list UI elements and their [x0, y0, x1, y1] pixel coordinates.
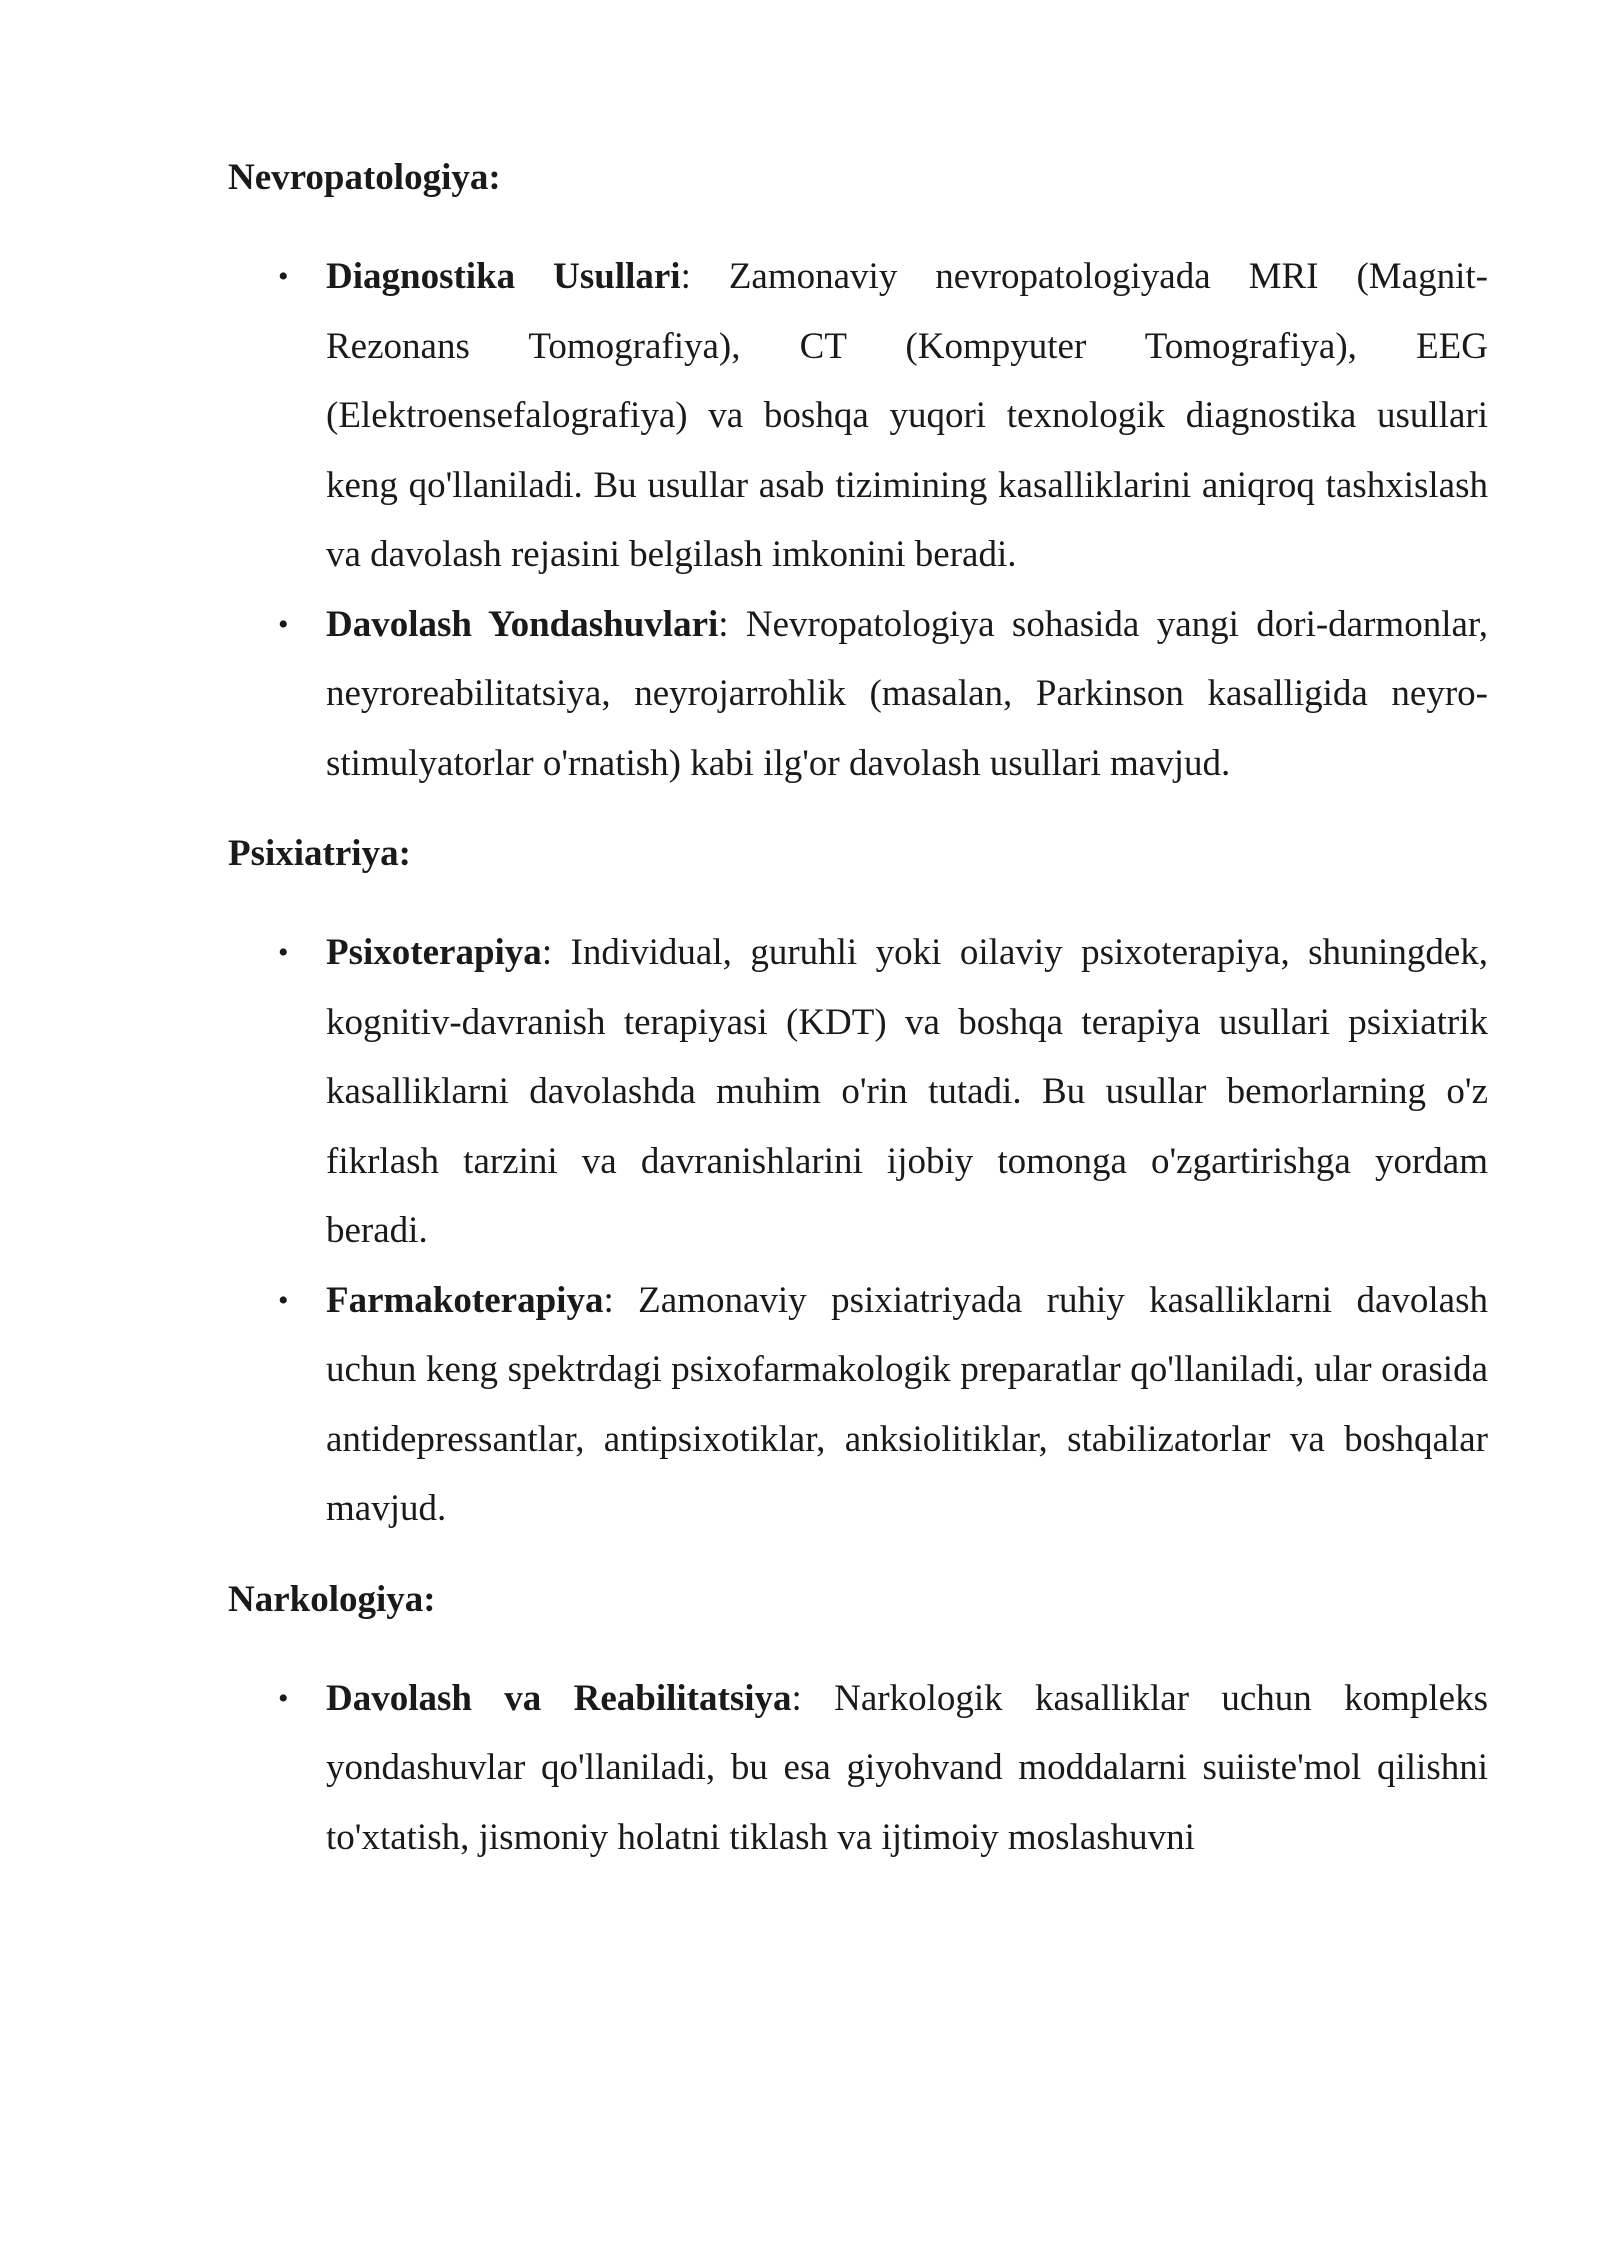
- item-term: Davolash va Reabilitatsiya: [326, 1677, 792, 1719]
- list-item: [228, 590, 1488, 799]
- section-psixiatriya: [228, 826, 1488, 1544]
- section-heading: Psixiatriya:: [228, 833, 411, 874]
- item-term: Davolash Yondashuvlari: [326, 603, 719, 645]
- item-term: Diagnostika Usullari: [326, 256, 681, 297]
- bullet-icon: •: [278, 607, 289, 641]
- bullet-icon: •: [278, 1283, 289, 1317]
- item-text: : Narkologik kasalliklar uchun kompleks yondashuvlar qo'llaniladi, bu esa giyohvand moddalarni suiiste'mol qilishni to'xtatish, jismoniy holatni tiklash va ijtimoiy moslashuvni: [326, 1677, 1488, 1858]
- item-term: Farmakoterapiya: [326, 1279, 604, 1321]
- bullet-list: [228, 918, 1488, 1544]
- bullet-icon: •: [278, 1681, 289, 1715]
- bullet-list: [228, 1664, 1488, 1873]
- list-item: [228, 242, 1488, 590]
- bullet-icon: •: [278, 936, 289, 969]
- item-text: : Zamonaviy psixiatriyada ruhiy kasalliklarni davolash uchun keng spektrdagi psixofarmakologik preparatlar qo'llaniladi, ular orasida antidepressantlar, antipsixotiklar, anksiolitiklar, stabilizatorlar va boshqalar mavjud.: [326, 1279, 1488, 1529]
- bullet-list: [228, 242, 1488, 798]
- item-text: : Zamonaviy nevropatologiyada MRI (Magnit-Rezonans Tomografiya), CT (Kompyuter Tomografiya), EEG (Elektroensefalografiya) va boshqa yuqori texnologik diagnostika usullari keng qo'llaniladi. Bu usullar asab tizimining kasalliklarini aniqroq tashxislash va davolash rejasini belgilash imkonini beradi.: [326, 256, 1488, 575]
- section-heading: Nevropatologiya:: [228, 157, 501, 198]
- item-text: : Nevropatologiya sohasida yangi dori-darmonlar, neyroreabilitatsiya, neyrojarrohlik (masalan, Parkinson kasalligida neyro-stimulyatorlar o'rnatish) kabi ilg'or davolash usullari mavjud.: [326, 603, 1488, 784]
- section-nevropatologiya: [228, 150, 1488, 798]
- item-term: Psixoterapiya: [326, 932, 542, 973]
- document-page: [228, 150, 1488, 1872]
- list-item: [228, 1266, 1488, 1544]
- bullet-icon: •: [278, 260, 289, 293]
- section-heading: Narkologiya:: [228, 1578, 436, 1620]
- list-item: [228, 918, 1488, 1266]
- item-text: : Individual, guruhli yoki oilaviy psixoterapiya, shuningdek, kognitiv-davranish terapiyasi (KDT) va boshqa terapiya usullari psixiatrik kasalliklarni davolashda muhim o'rin tutadi. Bu usullar bemorlarning o'z fikrlash tarzini va davranishlarini ijobiy tomonga o'zgartirishga yordam beradi.: [326, 932, 1488, 1251]
- section-narkologiya: [228, 1572, 1488, 1873]
- list-item: [228, 1664, 1488, 1873]
